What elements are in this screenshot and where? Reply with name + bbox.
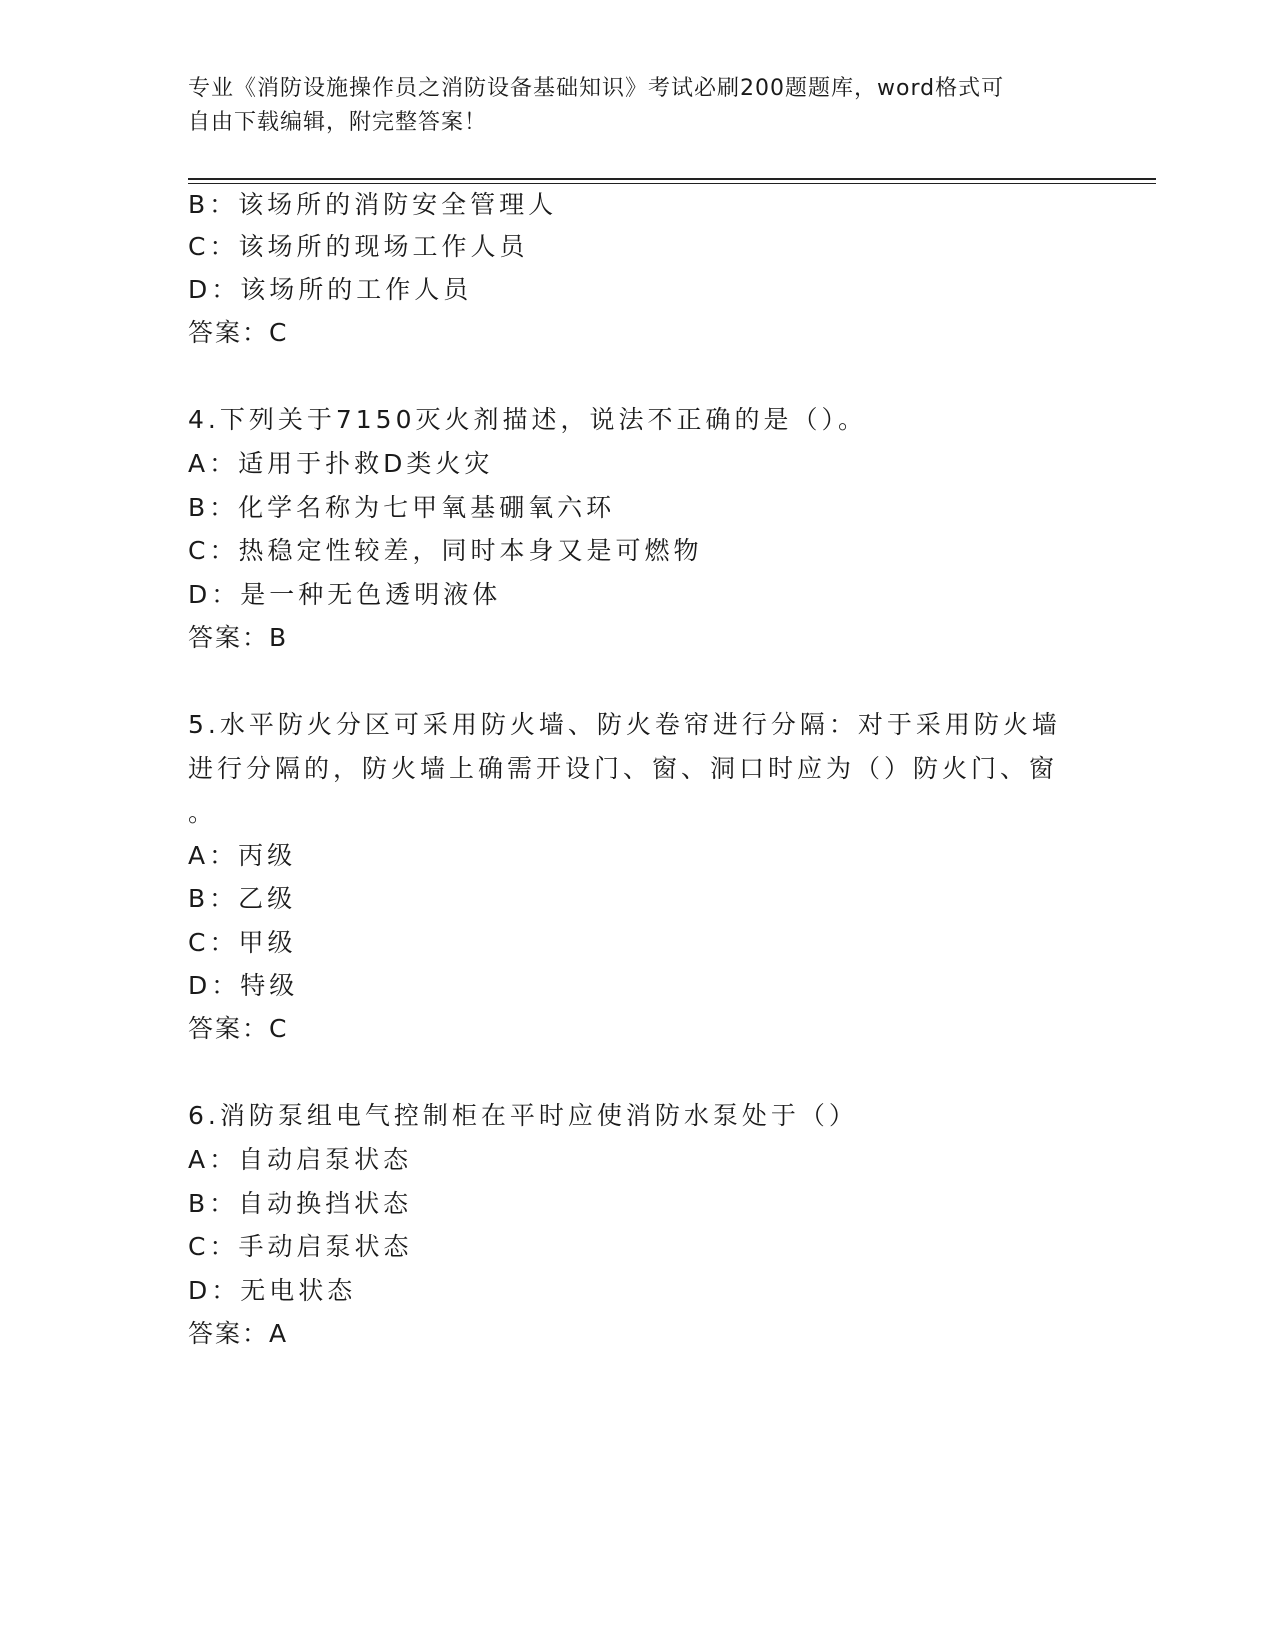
q5-option-a: A：丙级 <box>188 841 297 870</box>
q4-answer: 答案：B <box>188 623 289 652</box>
q4-option-d: D：是一种无色透明液体 <box>188 580 502 609</box>
q3-option-d: D：该场所的工作人员 <box>188 275 473 304</box>
q3-answer: 答案：C <box>188 318 289 347</box>
document-header <box>188 72 1068 140</box>
q4-question: 4.下列关于7150灭火剂描述，说法不正确的是（）。 <box>188 405 867 434</box>
q5-answer: 答案：C <box>188 1014 289 1043</box>
q6-option-a: A：自动启泵状态 <box>188 1145 413 1174</box>
q5-question-line-2: 进行分隔的，防火墙上确需开设门、窗、洞口时应为（）防火门、窗 <box>188 754 1059 783</box>
q4-option-c: C：热稳定性较差，同时本身又是可燃物 <box>188 536 703 565</box>
header-line-1: 专业《消防设施操作员之消防设备基础知识》考试必刷200题题库，word格式可 <box>188 76 1005 101</box>
q6-answer: 答案：A <box>188 1319 289 1348</box>
q5-option-c: C：甲级 <box>188 928 297 957</box>
q5-question-line-3: 。 <box>188 798 218 827</box>
q6-option-d: D：无电状态 <box>188 1276 357 1305</box>
q4-option-b: B：化学名称为七甲氧基硼氧六环 <box>188 493 616 522</box>
q6-question: 6.消防泵组电气控制柜在平时应使消防水泵处于（） <box>188 1101 858 1130</box>
q6-option-b: B：自动换挡状态 <box>188 1189 413 1218</box>
header-rule-thick <box>188 178 1156 180</box>
q5-question-line-1: 5.水平防火分区可采用防火墙、防火卷帘进行分隔：对于采用防火墙 <box>188 710 1061 739</box>
q4-option-a: A：适用于扑救D类火灾 <box>188 449 494 478</box>
q3-option-b: B：该场所的消防安全管理人 <box>188 190 558 219</box>
q6-option-c: C：手动启泵状态 <box>188 1232 413 1261</box>
q5-option-b: B：乙级 <box>188 884 297 913</box>
q3-option-c: C：该场所的现场工作人员 <box>188 232 529 261</box>
q5-option-d: D：特级 <box>188 971 299 1000</box>
header-line-2: 自由下载编辑，附完整答案！ <box>188 110 488 135</box>
header-rule-thin <box>188 183 1156 184</box>
